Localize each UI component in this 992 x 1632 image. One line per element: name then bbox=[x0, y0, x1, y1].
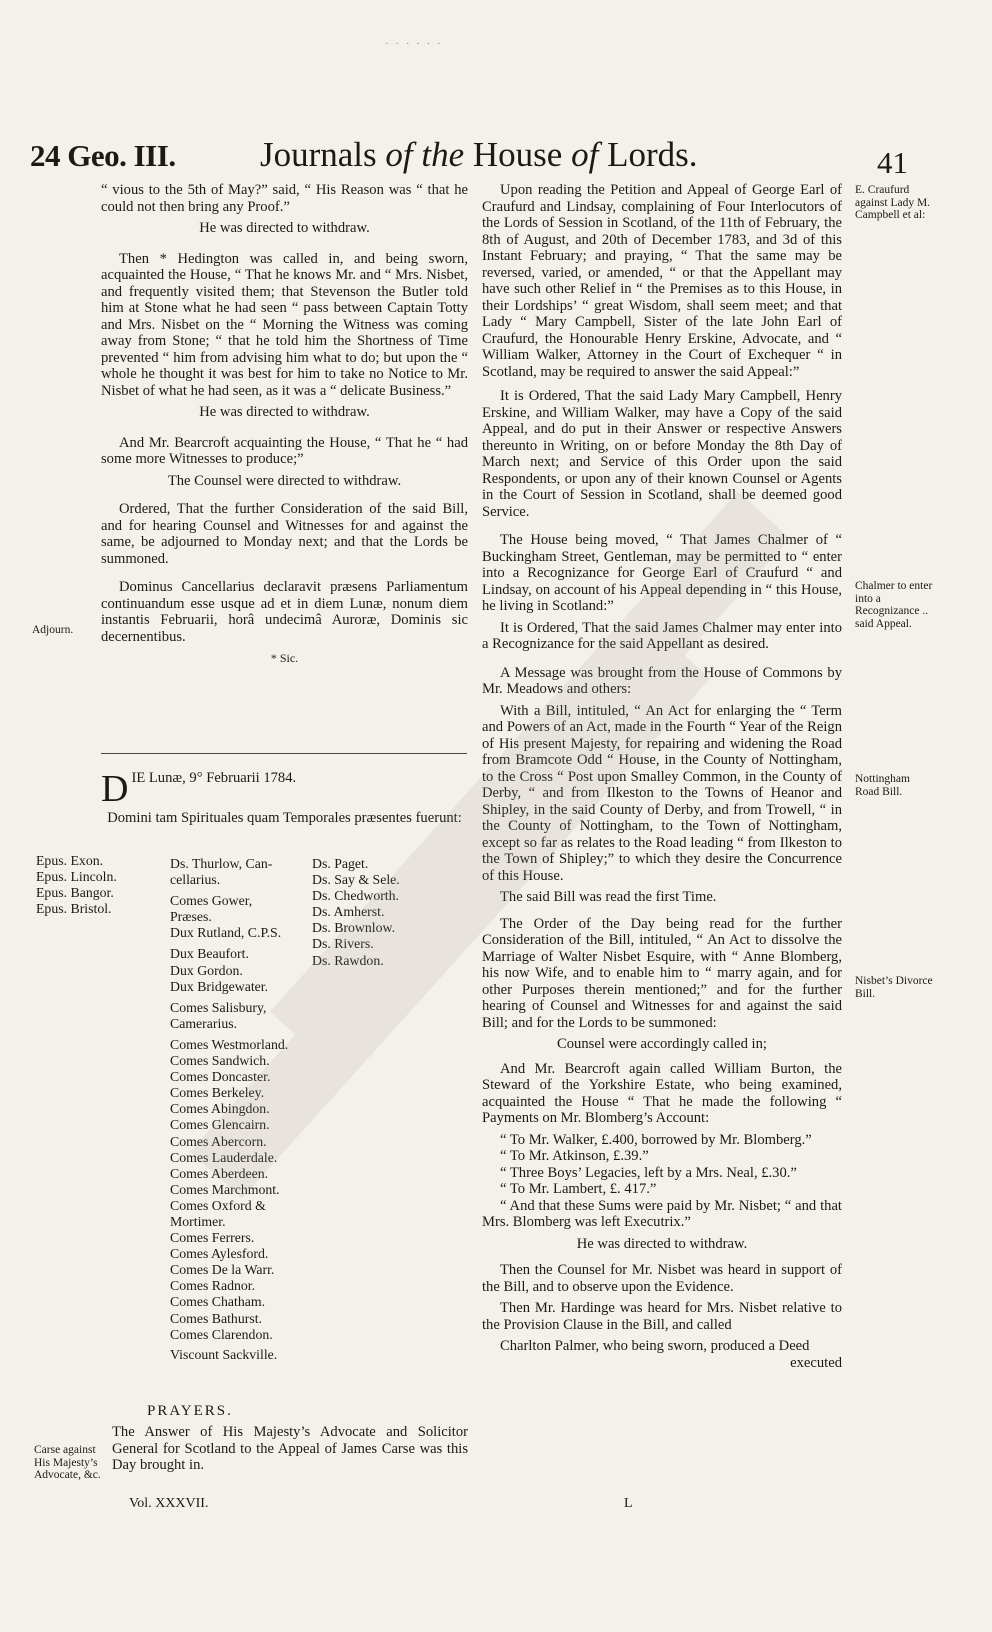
bishops-list bbox=[36, 853, 117, 917]
lord-name: Comes Abercorn. bbox=[170, 1133, 267, 1149]
title-lords: Lords. bbox=[607, 135, 698, 174]
lord-name: Comes Clarendon. bbox=[170, 1326, 273, 1342]
margin-note-carse: Carse against His Majesty’s Advocate, &c. bbox=[34, 1444, 101, 1481]
signature-mark: L bbox=[624, 1496, 633, 1511]
payment-line: “ To Mr. Lambert, £. 417.” bbox=[500, 1181, 657, 1197]
lord-name: Comes Abingdon. bbox=[170, 1101, 270, 1117]
title-journals: Journals bbox=[260, 135, 386, 174]
title-house: House bbox=[472, 135, 563, 174]
paragraph: A Message was brought from the House of Commons by Mr. Meadows and others: bbox=[482, 664, 842, 697]
lord-name: Comes Radnor. bbox=[170, 1278, 256, 1294]
lord-name: Comes Glencairn. bbox=[170, 1117, 270, 1133]
lord-name: Comes Sandwich. bbox=[170, 1053, 270, 1069]
bishop-name: Epus. Bristol. bbox=[36, 901, 112, 917]
lord-name: Comes Oxford & bbox=[170, 1197, 266, 1213]
withdraw-line: The Counsel were directed to withdraw. bbox=[167, 472, 402, 489]
lord-name: Comes Aberdeen. bbox=[170, 1165, 269, 1181]
regnal-year-heading: 24 Geo. III. bbox=[30, 138, 176, 173]
lord-name: Comes Gower, bbox=[170, 893, 253, 909]
carse-paragraph: The Answer of His Majesty’s Advocate and Solicitor General for Scotland to the Appeal of James Carse was this Day brought in. bbox=[112, 1424, 468, 1473]
paragraph: And Mr. Bearcroft acquainting the House, “ That he “ had some more Witnesses to produce;” bbox=[101, 434, 468, 467]
lord-name: Ds. Say & Sele. bbox=[312, 872, 400, 888]
margin-note-craufurd: E. Craufurd against Lady M. Campbell et al: bbox=[855, 184, 931, 221]
paragraph: The Order of the Day being read for the further Consideration of the Bill, intituled, “ An Act to dissolve the Marriage of Walter Nisbet Esquire, with “ Anne Blomberg, his now Wife, and to enable him to “ marry again, and for other Purposes therein mentioned;” and for the further hearing of Counsel and Witnesses for and against the said Bill; and for the Lords to be summoned: bbox=[482, 915, 842, 1031]
lord-name: Viscount Sackville. bbox=[170, 1346, 278, 1362]
lord-name: Præses. bbox=[170, 909, 212, 925]
paragraph: Upon reading the Petition and Appeal of George Earl of Craufurd and Lindsay, complaining of Four Interlocutors of the Lords of Session in Scotland, of the 11th of February, the 8th of August, and 20th of December 1783, and 3d of this Instant February; and praying, “ That the same may be reversed, varied, or amended, “ or that the Appellant may have such other Relief in “ the Premises as to this House, in their Lordships’ “ great Wisdom, shall seem meet; and that Lady “ Mary Campbell, Sister of the late John Earl of Craufurd, the Honourable Henry Erskine, Advocate, and “ William Walker, Attorney in the Court of Exchequer “ in Scotland, may be required to answer the said Appeal:” bbox=[482, 182, 842, 380]
top-stamp: · · · · · · bbox=[385, 38, 443, 50]
lord-name: Comes Westmorland. bbox=[170, 1036, 289, 1052]
lords-present-line: Domini tam Spirituales quam Temporales præsentes fuerunt: bbox=[107, 810, 462, 826]
lord-name: Dux Gordon. bbox=[170, 962, 243, 978]
payment-line: “ And that these Sums were paid by Mr. Nisbet; “ and that Mrs. Blomberg was left Executrix.” bbox=[482, 1197, 842, 1230]
lord-name: Ds. Chedworth. bbox=[312, 888, 399, 904]
payment-line: “ To Mr. Walker, £.400, borrowed by Mr. Blomberg.” bbox=[500, 1131, 812, 1148]
paragraph: It is Ordered, That the said James Chalmer may enter into a Recognizance for the said Appellant as desired. bbox=[482, 619, 842, 652]
lord-name: Camerarius. bbox=[170, 1015, 238, 1031]
lord-name: Comes Doncaster. bbox=[170, 1069, 271, 1085]
paragraph: With a Bill, intituled, “ An Act for enlarging the “ Term and Powers of an Act, made in the Fourth “ Year of the Reign of His present Majesty, for repairing and widening the Road from Bramcote Odd “ House, in the County of Nottingham, to the Cross “ Post upon Smalley Common, in the County of Derby, “ and from Ilkeston to the Towns of Heanor and Shipley, in the said County of Derby, and from Trowell, “ in the County of Nottingham, to the Town of Nottingham, except so far as relates to the Road leading “ from Ilkeston to the Town of Shipley;” to which they desire the Concurrence of this House. bbox=[482, 702, 842, 884]
lord-name: Mortimer. bbox=[170, 1213, 226, 1229]
lord-name: Comes Berkeley. bbox=[170, 1085, 265, 1101]
payment-line: “ To Mr. Atkinson, £.39.” bbox=[500, 1148, 649, 1164]
paragraph: Charlton Palmer, who being sworn, produced a Deed bbox=[500, 1338, 810, 1354]
lord-name: Dux Rutland, C.P.S. bbox=[170, 925, 282, 941]
lord-name: cellarius. bbox=[170, 872, 221, 888]
paragraph: Then * Hedington was called in, and being sworn, acquainted the House, “ That he knows Mr. and “ Mrs. Nisbet, and frequently visited them; that Stevenson the Butler told him at Stone what he had seen “ pass between Captain Totty and Mrs. Nisbet on the “ Morning the Witness was coming away from Stone; “ that he told him the Shortness of Time prevented “ him from advising him what to do; but upon the “ whole he thought it was best for him to take no Notice to Mr. Nisbet of what he had seen, as it was a “ delicate Business.” bbox=[101, 250, 468, 399]
lord-name: Ds. Rawdon. bbox=[312, 952, 384, 968]
bishop-name: Epus. Bangor. bbox=[36, 885, 114, 901]
paragraph: The House being moved, “ That James Chalmer of “ Buckingham Street, Gentleman, may be permitted to “ enter into a Recognizance for George Earl of Craufurd “ and Lindsay, on account of his Appeal depending in “ this House, he living in Scotland:” bbox=[482, 532, 842, 614]
lord-name: Ds. Amherst. bbox=[312, 904, 385, 920]
paragraph: And Mr. Bearcroft again called William Burton, the Steward of the Yorkshire Estate, who being examined, acquainted the House “ That he made the following “ Payments on Mr. Blomberg’s Account: bbox=[482, 1060, 842, 1126]
right-column bbox=[482, 182, 842, 1371]
lord-name: Dux Bridgewater. bbox=[170, 978, 269, 994]
title-of: of bbox=[385, 135, 413, 174]
lords-list-middle bbox=[170, 856, 288, 1363]
bishop-name: Epus. Exon. bbox=[36, 853, 104, 868]
drop-cap: D bbox=[101, 768, 129, 810]
paragraph: “ vious to the 5th of May?” said, “ His Reason was “ that he could not then bring any Proof.” bbox=[101, 182, 468, 215]
lord-name: Comes Salisbury, bbox=[170, 999, 267, 1015]
lords-list-right bbox=[312, 856, 400, 969]
order-paragraph: Ordered, That the further Consideration of the said Bill, and for hearing Counsel and Witnesses for and against the same, be adjourned to Monday next; and that the Lords be summoned. bbox=[101, 501, 468, 567]
paragraph: It is Ordered, That the said Lady Mary Campbell, Henry Erskine, and William Walker, may have a Copy of the said Appeal, and do put in their Answer or respective Answers thereunto in Writing, on or before Monday the 8th Day of March next; and Service of this Order upon the said Respondents, or upon any of their known Counsel or Agents in the Court of Session in Scotland, shall be deemed good Service. bbox=[482, 388, 842, 520]
lord-name: Comes Lauderdale. bbox=[170, 1149, 278, 1165]
volume-label: Vol. XXXVII. bbox=[129, 1496, 209, 1511]
catchword: executed bbox=[790, 1354, 842, 1371]
margin-note-nisbet: Nisbet’s Divorce Bill. bbox=[855, 975, 933, 1000]
lord-name: Comes Chatham. bbox=[170, 1294, 266, 1310]
withdraw-line: He was directed to withdraw. bbox=[199, 404, 370, 420]
lord-name: Ds. Rivers. bbox=[312, 936, 374, 952]
paragraph: Counsel were accordingly called in; bbox=[557, 1036, 767, 1052]
withdraw-line: He was directed to withdraw. bbox=[576, 1235, 748, 1252]
section-divider bbox=[101, 753, 467, 754]
running-title bbox=[260, 135, 697, 175]
lord-name: Comes Bathurst. bbox=[170, 1310, 262, 1326]
lord-name: Comes Ferrers. bbox=[170, 1230, 255, 1246]
paragraph: The said Bill was read the first Time. bbox=[500, 889, 717, 905]
lord-name: Ds. Brownlow. bbox=[312, 920, 396, 936]
lord-name: Comes De la Warr. bbox=[170, 1262, 275, 1278]
margin-note-nottingham: Nottingham Road Bill. bbox=[855, 773, 910, 798]
payment-line: “ Three Boys’ Legacies, left by a Mrs. Neal, £.30.” bbox=[500, 1164, 797, 1181]
bishop-name: Epus. Lincoln. bbox=[36, 869, 117, 885]
left-column bbox=[101, 182, 468, 675]
footnote: * Sic. bbox=[270, 651, 299, 665]
lord-name: Comes Marchmont. bbox=[170, 1181, 280, 1197]
paragraph: Then the Counsel for Mr. Nisbet was heard in support of the Bill, and to observe upon the Evidence. bbox=[482, 1262, 842, 1295]
sitting-date-heading bbox=[101, 770, 468, 827]
title-of-2: of bbox=[562, 135, 608, 174]
withdraw-line: He was directed to withdraw. bbox=[199, 220, 370, 236]
lord-name: Dux Beaufort. bbox=[170, 946, 249, 962]
adjournment-paragraph: Dominus Cancellarius declaravit præsens Parliamentum continuandum esse usque ad et in diem Lunæ, nonum diem instantis Februarii, horâ undecimâ Auroræ, Dominis sic decernentibus. bbox=[101, 579, 468, 645]
paragraph: Then Mr. Hardinge was heard for Mrs. Nisbet relative to the Provision Clause in the Bill, and called bbox=[482, 1300, 842, 1333]
margin-note-chalmer: Chalmer to enter into a Recognizance .. said Appeal. bbox=[855, 580, 933, 630]
page-number: 41 bbox=[877, 145, 908, 180]
lord-name: Comes Aylesford. bbox=[170, 1246, 269, 1262]
lord-name: Ds. Thurlow, Can- bbox=[170, 856, 273, 871]
title-the: the bbox=[412, 135, 473, 174]
lord-name: Ds. Paget. bbox=[312, 856, 369, 871]
prayers-heading: PRAYERS. bbox=[147, 1403, 233, 1419]
sitting-date: IE Lunæ, 9° Februarii 1784. bbox=[131, 770, 297, 786]
margin-note-adjourn: Adjourn. bbox=[32, 624, 74, 636]
